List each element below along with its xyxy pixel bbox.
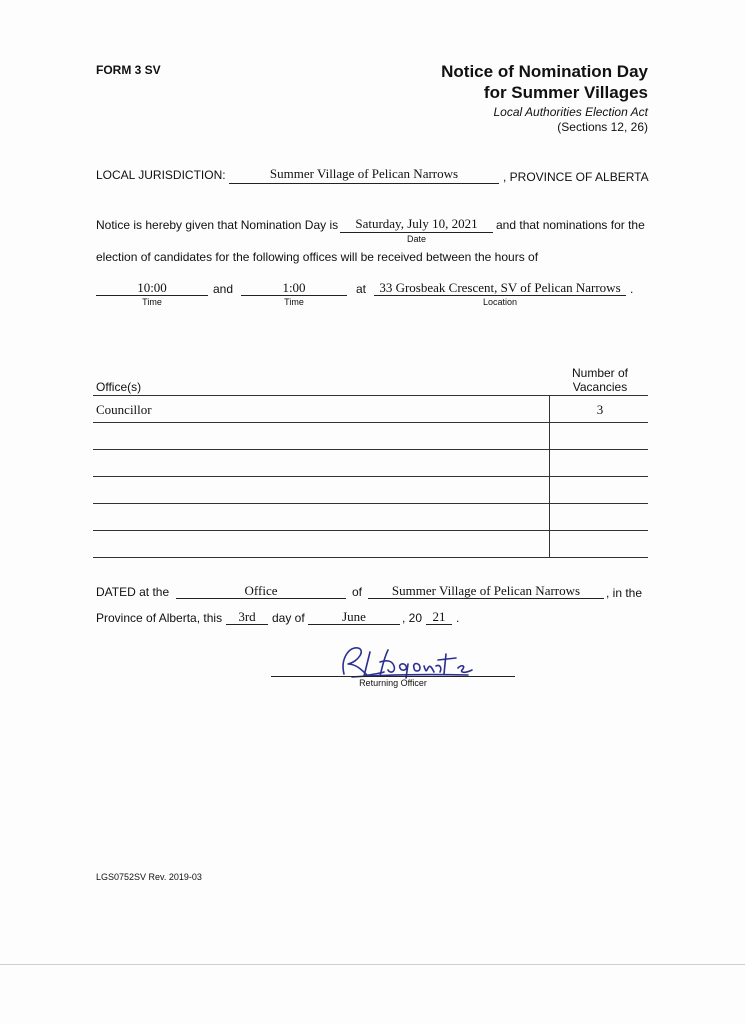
- table-column-divider: [549, 395, 550, 557]
- jurisdiction-field[interactable]: Summer Village of Pelican Narrows: [229, 166, 499, 184]
- table-header-rule: [93, 395, 648, 396]
- jurisdiction-label: LOCAL JURISDICTION:: [96, 168, 226, 182]
- start-time-caption: Time: [142, 297, 162, 307]
- year-field[interactable]: 21: [426, 609, 452, 625]
- province-text: , PROVINCE OF ALBERTA: [503, 170, 649, 184]
- nomination-date-field[interactable]: Saturday, July 10, 2021: [340, 216, 493, 233]
- returning-officer-caption: Returning Officer: [359, 678, 427, 688]
- table-row-rule: [93, 503, 648, 504]
- form-title-line2: for Summer Villages: [483, 83, 648, 102]
- start-time-field[interactable]: 10:00: [96, 280, 208, 296]
- vacancies-cell[interactable]: 3: [596, 402, 604, 417]
- table-row-rule: [93, 449, 648, 450]
- day-of-text: day of: [272, 611, 305, 625]
- notice-text-1: Notice is hereby given that Nomination Day is: [96, 218, 339, 232]
- signature-line: [271, 676, 515, 677]
- offices-header: Office(s): [96, 380, 142, 394]
- act-sections: (Sections 12, 26): [557, 120, 648, 134]
- month-field[interactable]: June: [308, 609, 400, 625]
- notice-text-2: and that nominations for the: [496, 218, 645, 232]
- end-time-field[interactable]: 1:00: [241, 280, 347, 296]
- location-field[interactable]: 33 Grosbeak Crescent, SV of Pelican Narrows: [374, 280, 626, 296]
- in-the-text: , in the: [606, 586, 643, 600]
- table-row-rule: [93, 476, 648, 477]
- table-bottom-rule: [93, 557, 648, 558]
- form-code: LGS0752SV Rev. 2019-03: [96, 872, 202, 882]
- dated-municipality-field[interactable]: Summer Village of Pelican Narrows: [368, 583, 604, 599]
- notice-text-3: election of candidates for the following offices will be received between the hours of: [96, 250, 539, 264]
- act-name: Local Authorities Election Act: [493, 105, 648, 119]
- dated-label: DATED at the: [96, 585, 170, 599]
- end-time-caption: Time: [284, 297, 304, 307]
- office-cell[interactable]: Councillor: [96, 402, 152, 417]
- vacancies-header-1: Number of: [571, 366, 629, 380]
- day-field[interactable]: 3rd: [226, 609, 268, 625]
- date-caption: Date: [406, 234, 426, 244]
- scan-edge-line: [0, 964, 745, 965]
- form-number: FORM 3 SV: [96, 63, 161, 77]
- form-title-line1: Notice of Nomination Day: [441, 62, 648, 81]
- of-text: of: [352, 585, 363, 599]
- at-text: at: [356, 282, 367, 296]
- dated-place-field[interactable]: Office: [176, 583, 346, 599]
- location-period: .: [630, 282, 634, 296]
- table-row-rule: [93, 530, 648, 531]
- vacancies-header-2: Vacancies: [572, 380, 628, 394]
- and-text: and: [213, 282, 234, 296]
- year-prefix: , 20: [402, 611, 423, 625]
- province-this-label: Province of Alberta, this: [96, 611, 223, 625]
- table-row-rule: [93, 422, 648, 423]
- location-caption: Location: [482, 297, 518, 307]
- dated-period: .: [456, 611, 460, 625]
